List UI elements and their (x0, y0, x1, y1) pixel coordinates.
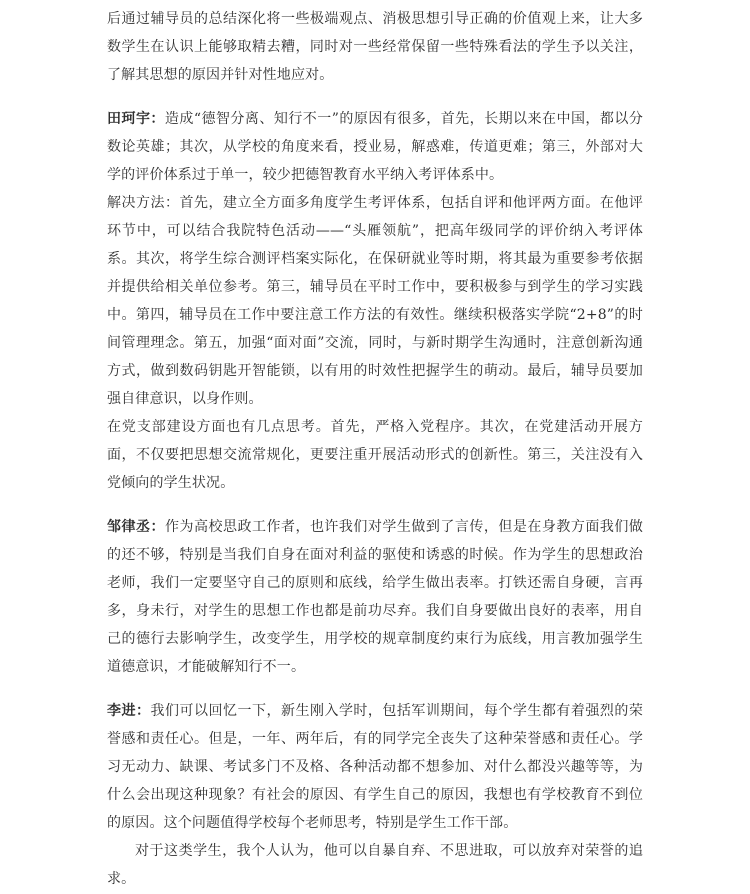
paragraph-text: 我们可以回忆一下，新生刚入学时，包括军训期间，每个学生都有着强烈的荣誉感和责任心。但是，一年、两年后，有的同学完全丧失了这种荣誉感和责任心。学习无动力、缺课、考试多门不及格、各种活动都不想参加、对什么都没兴趣等等，为什么会出现这种现象？有社会的原因、有学生自己的原因，我想也有学校教育不到位的原因。这个问题值得学校每个老师思考，特别是学生工作干部。 (107, 703, 643, 831)
speaker-name: 李进： (107, 703, 151, 719)
paragraph-tiankeyu (107, 105, 643, 189)
speaker-name: 田珂宇： (107, 111, 165, 127)
paragraph-text: 后通过辅导员的总结深化将一些极端观点、消极思想引导正确的价值观上来，让大多数学生在认识上能够取精去糟，同时对一些经常保留一些特殊看法的学生予以关注，了解其思想的原因并针对性地应对。 (107, 11, 643, 83)
paragraph-zoulücheng (107, 513, 643, 681)
paragraph-text: 对于这类学生，我个人认为，他可以自暴自弃、不思进取，可以放弃对荣誉的追求。 (107, 843, 643, 887)
paragraph-text: 在党支部建设方面也有几点思考。首先，严格入党程序。其次，在党建活动开展方面，不仅要把思想交流常规化，更要注重开展活动形式的创新性。第三，关注没有入党倾向的学生状况。 (107, 419, 643, 491)
paragraph-text: 造成“德智分离、知行不一”的原因有很多，首先，长期以来在中国，都以分数论英雄；其次，从学校的角度来看，授业易，解惑难，传道更难；第三，外部对大学的评价体系过于单一，较少把德智教育水平纳入考评体系中。 (107, 111, 643, 183)
paragraph-summary (107, 5, 643, 89)
paragraph-text: 作为高校思政工作者，也许我们对学生做到了言传，但是在身教方面我们做的还不够，特别是当我们自身在面对利益的驱使和诱惑的时候。作为学生的思想政治老师，我们一定要坚守自己的原则和底线，给学生做出表率。打铁还需自身硬，言再多，身未行，对学生的思想工作也都是前功尽弃。我们自身要做出良好的表率，用自己的德行去影响学生，改变学生，用学校的规章制度约束行为底线，用言教加强学生道德意识，才能破解知行不一。 (107, 519, 643, 675)
paragraph-party-branch (107, 413, 643, 497)
paragraph-text: 解决方法：首先，建立全方面多角度学生考评体系，包括自评和他评两方面。在他评环节中，可以结合我院特色活动——“头雁领航”，把高年级同学的评价纳入考评体系。其次，将学生综合测评档案实际化，在保研就业等时期，将其最为重要参考依据并提供给相关单位参考。第三，辅导员在平时工作中，要积极参与到学生的学习实践中。第四，辅导员在工作中要注意工作方法的有效性。继续积极落实学院“2+8”的时间管理理念。第五，加强“面对面”交流，同时，与新时期学生沟通时，注意创新沟通方式，做到数码钥匙开智能锁，以有用的时效性把握学生的萌动。最后，辅导员要加强自律意识，以身作则。 (107, 195, 643, 407)
paragraph-lijin (107, 697, 643, 837)
paragraph-lijin-continued (107, 837, 643, 893)
paragraph-solutions (107, 189, 643, 413)
speaker-name: 邹律丞： (107, 519, 165, 535)
